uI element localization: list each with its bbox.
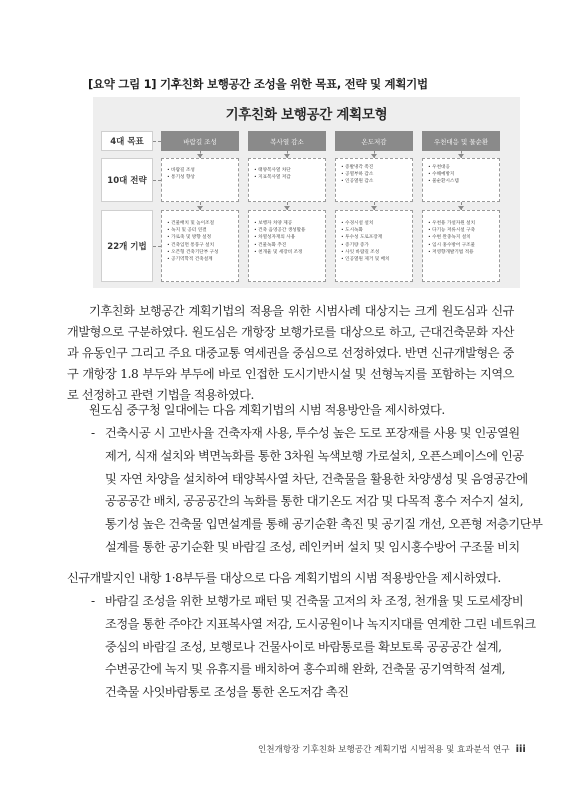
goal-header-wind-path: 바람길 조성	[161, 131, 239, 151]
technique-item: • 공기역학적 건축설계	[167, 256, 235, 263]
row-label-goals: 4대 목표	[101, 131, 153, 151]
technique-item: • 보행자 차양 제공	[254, 220, 322, 227]
technique-item: • 녹지 및 공터 연결	[167, 227, 235, 234]
technique-item: • 사잇 바람길 조성	[341, 249, 409, 256]
bullet-line: 및 자연 차양을 설치하여 태양복사열 차단, 건축물을 활용한 차양생성 및 음영공간에	[105, 471, 528, 486]
technique-box-rain-water	[422, 210, 500, 282]
technique-item: • 저영향개발기법 적용	[428, 249, 496, 256]
technique-item: • 건축입면 통풍구 설치	[167, 242, 235, 249]
technique-item: • 인공열원 제거 및 배치	[341, 256, 409, 263]
technique-item: • 건물녹화 추진	[254, 242, 322, 249]
strategy-item: • 물순환시스템	[428, 178, 496, 185]
strategy-item: • 지표복사열 저감	[254, 174, 322, 181]
strategy-item: • 인공열원 감소	[341, 178, 409, 185]
strategy-item: • 태양복사열 차단	[254, 167, 322, 174]
technique-item: • 임시 홍수방어 구조물	[428, 242, 496, 249]
technique-item: • 가로축 및 방향 설정	[167, 234, 235, 241]
connector-line	[153, 141, 161, 142]
bullet-line: - 바람길 조성을 위한 보행가로 패턴 및 건축물 고저의 차 조정, 천개율 및 도로세장비	[91, 590, 512, 613]
technique-item: • 우천용 가설자원 설치	[428, 220, 496, 227]
row-label-strategies: 10대 전략	[101, 158, 153, 202]
technique-item: • 도시녹화	[341, 227, 409, 234]
strategy-box-temperature	[335, 158, 413, 202]
technique-item: • 건축 음영공간 생성활용	[254, 227, 322, 234]
strategy-box-radiant-heat	[248, 158, 326, 202]
technique-item: • 건물배치 및 높이조절	[167, 220, 235, 227]
technique-item: • 천개율 및 세장비 조정	[254, 249, 322, 256]
strategy-item: • 바람길 조성	[167, 167, 235, 174]
bullet-line: 건축물 사잇바람통로 조성을 통한 온도저감 촉진	[105, 685, 349, 700]
strategy-item: • 통기성 향상	[167, 174, 235, 181]
paragraph-site-selection: 기후친화 보행공간 계획기법의 적용을 위한 시범사례 대상지는 크게 원도심과 신규개발형으로 구분하였다. 원도심은 개항장 보행가로를 대상으로 하고, 근대건축문화 자산과 유동인구 그리고 주요 대중교통 역세권을 중심으로 선정하였다. 반면 신규개발형은 중구 개항장 1.8 부두와 부두에 바로 인접한 도시기반시설 및 선형녹지를 포함하는 지역으로 선정하고 관련 기법을 적용하였다.	[67, 304, 514, 402]
technique-box-radiant-heat	[248, 210, 326, 282]
technique-box-wind-path	[161, 210, 239, 282]
strategy-item: • 수해예방지	[428, 171, 496, 178]
paragraph-new-development-intro: 신규개발지인 내항 1·8부두를 대상으로 다음 계획기법의 시범 적용방안을 제시하였다.	[67, 571, 501, 585]
bullet-line: 조정을 통한 주야간 지표복사열 저감, 도시공원이나 녹지지대를 연계한 그린 네트워크	[105, 616, 536, 631]
bullet-line: 공공공간 배치, 공공공간의 녹화를 통한 대기온도 저감 및 다목적 홍수 저수지 설치,	[105, 494, 524, 509]
page-number: iii	[515, 744, 526, 755]
goal-header-temperature: 온도저감	[335, 131, 413, 151]
bullet-line: 설계를 통한 공기순환 및 바람길 조성, 레인커버 설치 및 임시홍수방어 구조물 비치	[105, 539, 520, 554]
row-label-techniques: 22개 기법	[101, 210, 153, 282]
technique-item: • 다기능 저류시설 구축	[428, 227, 496, 234]
page-footer	[258, 743, 526, 755]
technique-item: • 투수성 도로포장재	[341, 234, 409, 241]
technique-item: • 차열성자재의 사용	[254, 234, 322, 241]
technique-item: • 오픈형 건축기단부 구성	[167, 249, 235, 256]
paragraph-old-downtown-intro: 원도심 중구청 일대에는 다음 계획기법의 시범 적용방안을 제시하였다.	[89, 403, 445, 417]
bullet-line: - 건축시공 시 고반사율 건축자재 사용, 투수성 높은 도로 포장재를 사용 및 인공열원	[91, 422, 512, 445]
technique-item: • 증기량 증가	[341, 242, 409, 249]
bullet-line: 수변공간에 녹지 및 유휴지를 배치하여 홍수피해 완화, 건축물 공기역학적 설계,	[105, 662, 506, 677]
strategy-box-wind-path	[161, 158, 239, 202]
bullet-line: 제거, 식재 설치와 벽면녹화를 통한 3차원 녹색보행 가로설치, 오픈스페이스에 인공	[105, 448, 524, 463]
strategy-item: • 증발냉각 촉진	[341, 164, 409, 171]
technique-item: • 수변 완충녹지 설치	[428, 234, 496, 241]
bullet-new-development	[91, 590, 536, 704]
connector-line	[153, 246, 161, 247]
goal-header-radiant-heat: 복사열 감소	[248, 131, 326, 151]
strategy-item: • 공열부하 감소	[341, 171, 409, 178]
planning-model-figure	[93, 97, 520, 288]
figure-title: 기후친화 보행공간 계획모형	[225, 107, 388, 123]
bullet-line: 중심의 바람길 조성, 보행로나 건물사이로 바람통로를 확보토록 공공공간 설계,	[105, 639, 502, 654]
technique-box-temperature	[335, 210, 413, 282]
bullet-old-downtown	[91, 422, 543, 559]
strategy-item: • 우천대응	[428, 164, 496, 171]
footer-title: 인천개항장 기후친화 보행공간 계획기법 시범적용 및 효과분석 연구	[258, 745, 510, 755]
technique-item: • 수경시설 설치	[341, 220, 409, 227]
goal-header-rain-water: 우천대응 및 물순환	[422, 131, 500, 151]
connector-line	[153, 180, 161, 181]
strategy-box-rain-water	[422, 158, 500, 202]
figure-caption: [요약 그림 1] 기후친화 보행공간 조성을 위한 목표, 전략 및 계획기법	[88, 77, 428, 91]
bullet-line: 통기성 높은 건축물 입면설계를 통해 공기순환 촉진 및 공기질 개선, 오픈형 저층기단부	[105, 517, 543, 532]
